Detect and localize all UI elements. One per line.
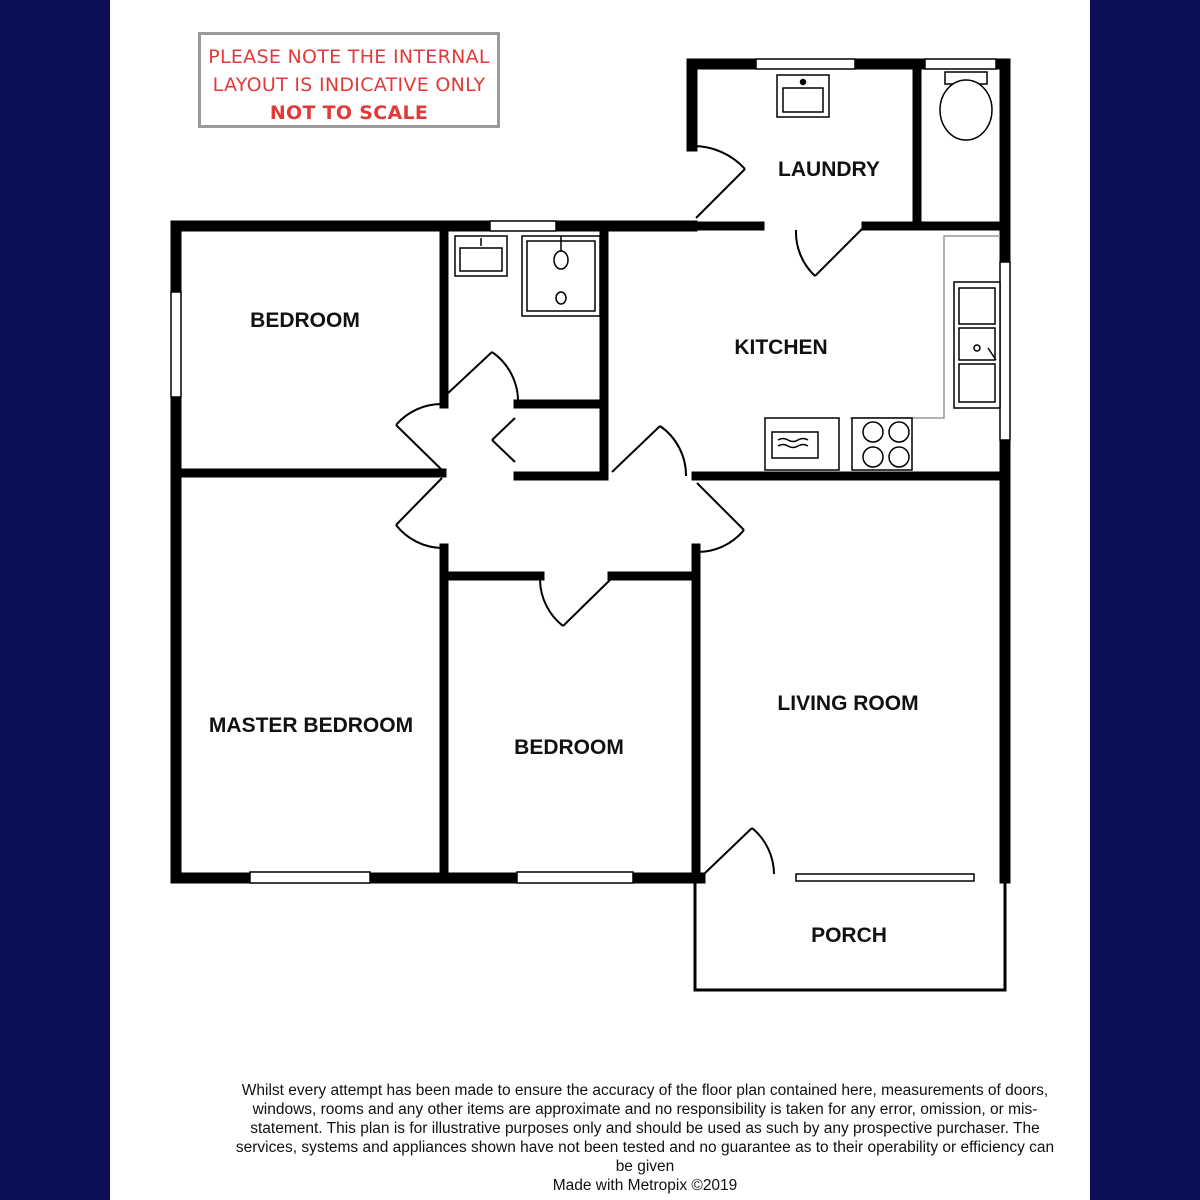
kitchen-sink	[954, 282, 1000, 408]
laundry-sink	[777, 75, 829, 117]
room-label-bedroom-bottom: BEDROOM	[514, 736, 624, 759]
notice-line-2: LAYOUT IS INDICATIVE ONLY	[212, 74, 486, 96]
room-label-bedroom-top: BEDROOM	[250, 309, 360, 332]
bathroom-basin	[455, 236, 507, 276]
toilet-icon	[940, 72, 992, 140]
disclaimer-text: Whilst every attempt has been made to ensure the accuracy of the floor plan contained here, measurements of doors, windows, rooms and any other items are approximate and no responsibility is taken for any error, omission, or mis-statement. This plan is for illustrative purposes only and should be used as such by any prospective purchaser. The services, systems and appliances shown have not been tested and no guarantee as to their operability or efficiency can be given	[235, 1082, 1055, 1175]
room-label-porch: PORCH	[811, 924, 887, 947]
disclaimer	[230, 1081, 1060, 1195]
room-label-master-bedroom: MASTER BEDROOM	[208, 714, 414, 737]
disclaimer-credit: Made with Metropix ©2019	[552, 1177, 738, 1194]
room-label-laundry: LAUNDRY	[778, 158, 880, 181]
room-label-kitchen: KITCHEN	[734, 336, 828, 359]
room-label-living-room: LIVING ROOM	[777, 692, 919, 715]
shower-tray	[522, 236, 600, 316]
microwave-icon	[765, 418, 839, 470]
notice-line-1: PLEASE NOTE THE INTERNAL	[208, 46, 490, 68]
notice-line-3: NOT TO SCALE	[269, 102, 429, 124]
cooktop-icon	[852, 418, 912, 470]
